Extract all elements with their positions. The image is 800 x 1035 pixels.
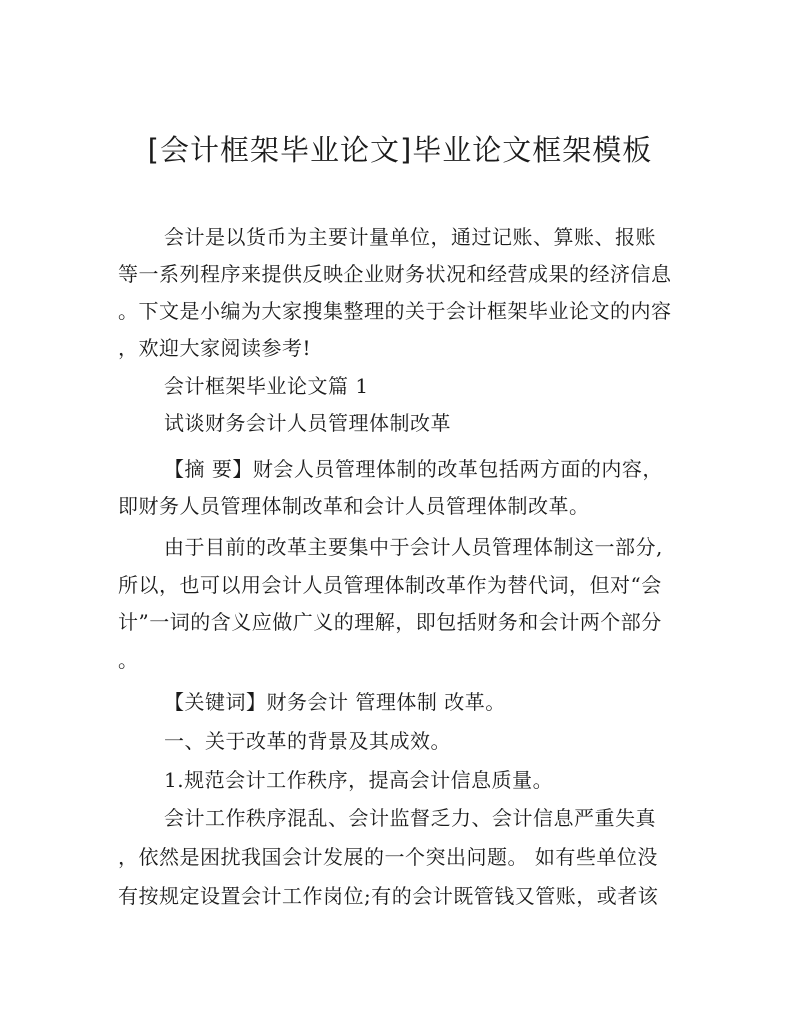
paragraph-line: 等一系列程序来提供反映企业财务状况和经营成果的经济信息 (118, 262, 672, 286)
paragraph-line: 计”一词的含义应做广义的理解，即包括财务和会计两个部分 (118, 610, 662, 634)
abstract-line: 【摘 要】财会人员管理体制的改革包括两方面的内容， (164, 457, 663, 481)
section-heading: 会计框架毕业论文篇 1 (164, 374, 369, 398)
article-title: 试谈财务会计人员管理体制改革 (164, 411, 451, 435)
paragraph-line: 。 (118, 648, 139, 672)
subsection-heading: 1.规范会计工作秩序，提高会计信息质量。 (164, 768, 554, 792)
paragraph-line: 由于目前的改革主要集中于会计人员管理体制这一部分, (164, 535, 663, 559)
keywords-line: 【关键词】财务会计 管理体制 改革。 (164, 690, 506, 714)
section-heading: 一、关于改革的背景及其成效。 (164, 729, 451, 753)
abstract-line: 即财务人员管理体制改革和会计人员管理体制改革。 (118, 494, 590, 518)
document-title: [会计框架毕业论文]毕业论文框架模板 (147, 133, 653, 167)
paragraph-line: 所以，也可以用会计人员管理体制改革作为替代词，但对“会 (118, 573, 662, 597)
paragraph-line: ，依然是困扰我国会计发展的一个突出问题。 如有些单位没 (118, 845, 658, 869)
paragraph-line: 。下文是小编为大家搜集整理的关于会计框架毕业论文的内容 (118, 299, 672, 323)
paragraph-line: ，欢迎大家阅读参考! (118, 336, 312, 360)
paragraph-line: 有按规定设置会计工作岗位;有的会计既管钱又管账，或者该 (118, 884, 659, 908)
paragraph-line: 会计是以货币为主要计量单位，通过记账、算账、报账 (164, 225, 656, 249)
paragraph-line: 会计工作秩序混乱、会计监督乏力、会计信息严重失真 (164, 806, 656, 830)
